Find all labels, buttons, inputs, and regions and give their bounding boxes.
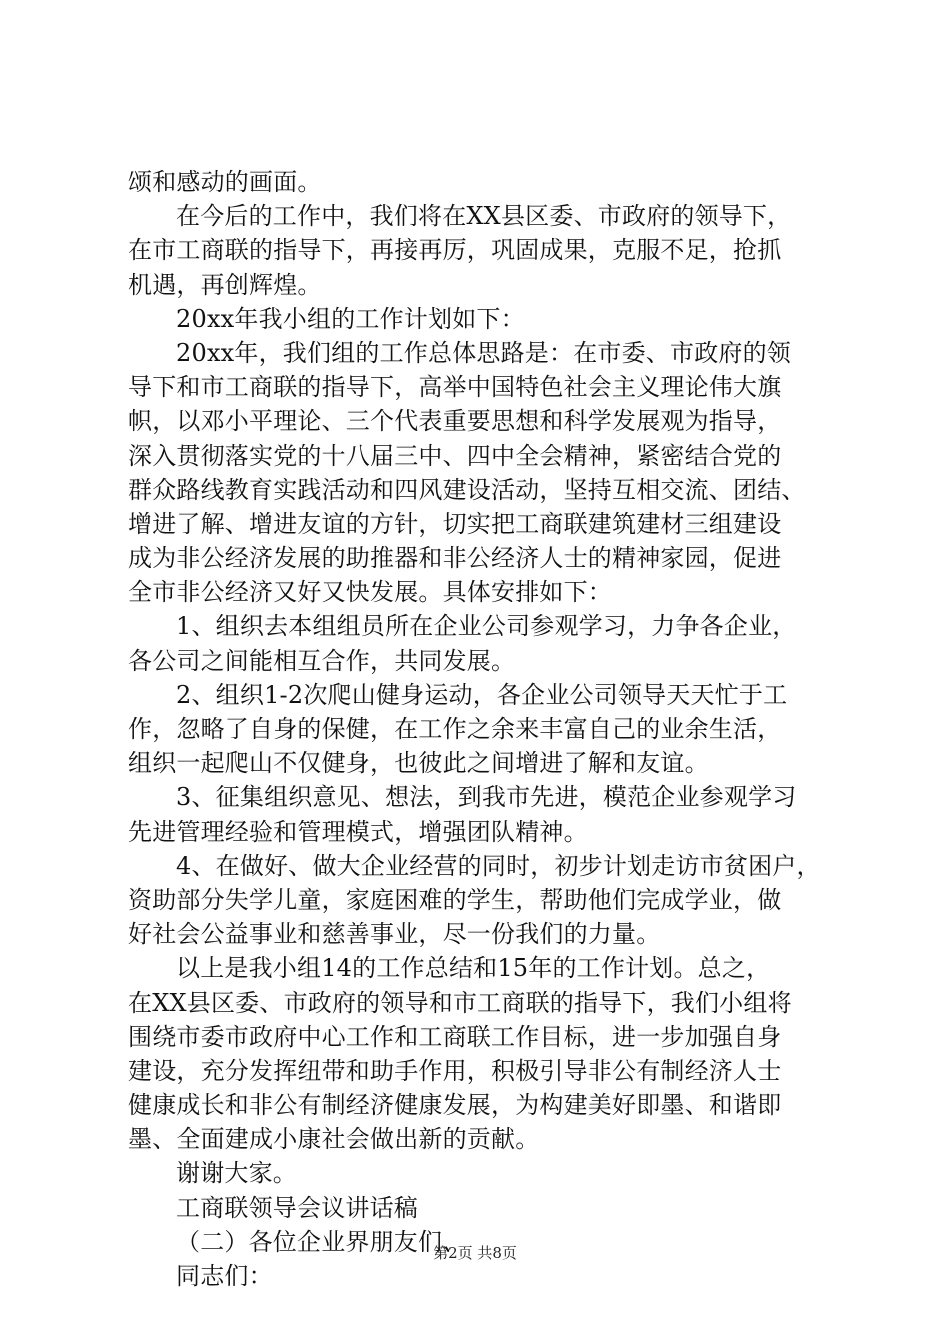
text-line: 先进管理经验和管理模式，增强团队精神。 (128, 817, 588, 846)
text-line: 2、组织1-2次爬山健身运动，各企业公司领导天天忙于工 (176, 680, 788, 709)
text-line: 在市工商联的指导下，再接再厉，巩固成果，克服不足，抢抓 (128, 236, 782, 265)
text-line: 20xx年我小组的工作计划如下： (176, 304, 525, 333)
text-line: 全市非公经济又好又快发展。具体安排如下： (128, 578, 612, 607)
text-line: 1、组织去本组组员所在企业公司参观学习，力争各企业， (176, 612, 797, 641)
text-line: 深入贯彻落实党的十八届三中、四中全会精神，紧密结合党的 (128, 441, 782, 470)
text-line: 工商联领导会议讲话稿 (176, 1193, 418, 1222)
text-line: 好社会公益事业和慈善事业，尽一份我们的力量。 (128, 920, 661, 949)
text-line: 各公司之间能相互合作，共同发展。 (128, 646, 516, 675)
text-line: 建设，充分发挥纽带和助手作用，积极引导非公有制经济人士 (128, 1056, 782, 1085)
text-line: 在XX县区委、市政府的领导和市工商联的指导下，我们小组将 (128, 988, 792, 1017)
text-line: 健康成长和非公有制经济健康发展，为构建美好即墨、和谐即 (128, 1091, 782, 1120)
text-line: 谢谢大家。 (176, 1159, 297, 1188)
text-line: 4、在做好、做大企业经营的同时，初步计划走访市贫困户， (176, 851, 821, 880)
text-line: 在今后的工作中，我们将在XX县区委、市政府的领导下， (176, 202, 792, 231)
text-line: 成为非公经济发展的助推器和非公经济人士的精神家园，促进 (128, 544, 782, 573)
text-line: 导下和市工商联的指导下，高举中国特色社会主义理论伟大旗 (128, 373, 782, 402)
text-line: 3、征集组织意见、想法，到我市先进，模范企业参观学习 (176, 783, 797, 812)
text-line: 增进了解、增进友谊的方针，切实把工商联建筑建材三组建设 (128, 509, 782, 538)
text-line: 以上是我小组14的工作总结和15年的工作计划。总之， (176, 954, 771, 983)
text-line: 群众路线教育实践活动和四风建设活动，坚持互相交流、团结、 (128, 475, 806, 504)
text-line: 同志们： (176, 1262, 273, 1290)
page-footer: 第2页 共8页 (433, 1244, 517, 1262)
text-line: 资助部分失学儿童，家庭困难的学生，帮助他们完成学业，做 (128, 885, 782, 914)
text-line: （二）各位企业界朋友们、 (176, 1227, 467, 1256)
document-body (128, 165, 832, 1293)
text-line: 帜，以邓小平理论、三个代表重要思想和科学发展观为指导， (128, 407, 782, 436)
text-line: 20xx年，我们组的工作总体思路是：在市委、市政府的领 (176, 338, 792, 367)
text-line: 颂和感动的画面。 (128, 168, 322, 196)
text-line: 作，忽略了自身的保健，在工作之余来丰富自己的业余生活， (128, 715, 782, 743)
text-line: 机遇，再创辉煌。 (128, 270, 322, 299)
text-line: 围绕市委市政府中心工作和工商联工作目标，进一步加强自身 (128, 1022, 782, 1051)
text-line: 墨、全面建成小康社会做出新的贡献。 (128, 1125, 540, 1154)
text-line: 组织一起爬山不仅健身，也彼此之间增进了解和友谊。 (128, 749, 709, 778)
